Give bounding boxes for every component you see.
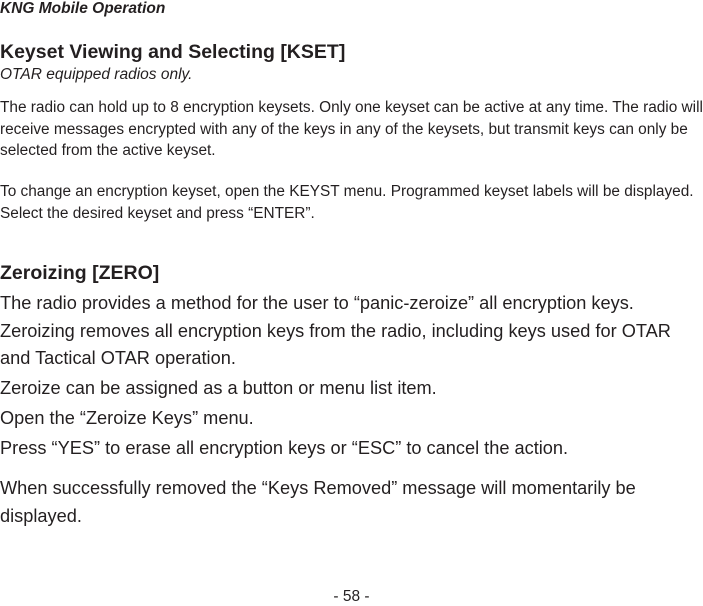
page-number: - 58 - [333,588,370,605]
kset-paragraph-keysets: The radio can hold up to 8 encryption keysets. Only one keyset can be active at any time. The radio will receive messages encrypted with any of the keys in any of the keysets, but transmit keys can only be selected from the active keyset. [0,99,703,159]
kset-paragraph-change-keyset: To change an encryption keyset, open the KEYST menu. Programmed keyset labels will be displayed. Select the desired keyset and press “ENTER”. [0,183,694,222]
zero-paragraph-press-yes: Press “YES” to erase all encryption keys or “ESC” to cancel the action. [0,438,569,458]
kset-section-heading: Keyset Viewing and Selecting [KSET] [0,41,346,63]
zero-paragraph-open-menu: Open the “Zeroize Keys” menu. [0,408,254,428]
running-header: KNG Mobile Operation [0,0,166,17]
zero-paragraph-removed-message: When successfully removed the “Keys Removed” message will momentarily be displayed. [0,478,636,526]
zero-paragraph-intro: The radio provides a method for the user to “panic-zeroize” all encryption keys. Zeroizing removes all encryption keys from the radio, including keys used for OTAR and Tactical OTAR operation. [0,293,671,368]
kset-section-note: OTAR equipped radios only. [0,66,193,83]
zero-section-heading: Zeroizing [ZERO] [0,262,160,284]
zero-paragraph-assign: Zeroize can be assigned as a button or menu list item. [0,378,437,398]
